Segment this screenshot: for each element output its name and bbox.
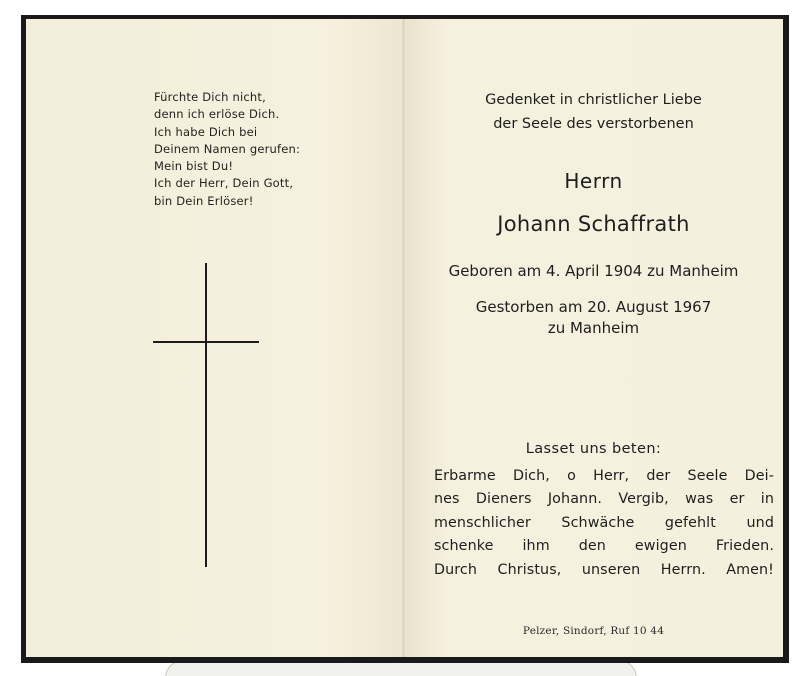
bible-verse (154, 89, 354, 210)
printer-credit: Pelzer, Sindorf, Ruf 10 44 (522, 625, 665, 637)
prayer-line: menschlicher Schwäche gefehlt und (434, 514, 774, 531)
prayer-line: schenke ihm den ewigen Frieden. (434, 538, 774, 555)
prayer-text (434, 465, 774, 582)
prayer-line: nes Dieners Johann. Vergib, was er in (434, 491, 774, 508)
verse-line: Ich habe Dich bei (154, 124, 258, 139)
verse-line: Ich der Herr, Dein Gott, (154, 176, 294, 191)
verse-line: Fürchte Dich nicht, (154, 90, 266, 104)
death-line: Gestorben am 20. August 1967 (475, 298, 712, 316)
birth-line: Geboren am 4. April 1904 zu Manheim (448, 262, 739, 280)
prayer-line: Erbarme Dich, o Herr, der Seele Dei- (434, 468, 774, 484)
death-place-line: zu Manheim (547, 319, 640, 337)
prayer-line: Durch Christus, unseren Herrn. Amen! (434, 561, 774, 578)
prayer-heading: Lasset uns beten: (525, 441, 662, 457)
honorific: Herrn (564, 169, 623, 193)
cross-horizontal-bar (153, 341, 259, 343)
intro-line: der Seele des verstorbenen (493, 116, 694, 132)
verse-line: Deinem Namen gerufen: (154, 141, 301, 156)
right-page-text (404, 19, 783, 657)
verse-line: bin Dein Erlöser! (154, 193, 254, 208)
intro-line: Gedenket in christlicher Liebe (485, 92, 702, 108)
deceased-name: Johann Schaffrath (497, 212, 690, 236)
verse-line: Mein bist Du! (154, 159, 234, 174)
left-page (26, 19, 404, 657)
cross-vertical-bar (205, 263, 207, 567)
memorial-card (26, 19, 783, 657)
verse-line: denn ich erlöse Dich. (154, 107, 280, 122)
